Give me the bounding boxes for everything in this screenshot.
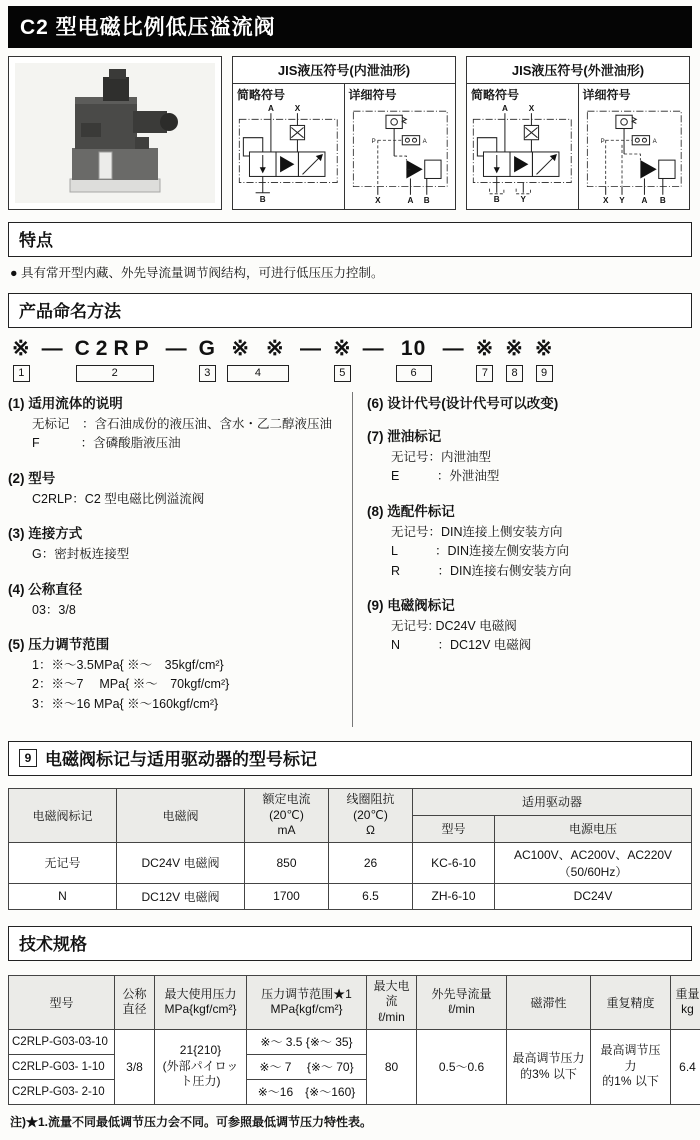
cell-model: C2RLP-G03-03-10 xyxy=(9,1029,115,1054)
code-char: ※ ※ xyxy=(231,338,284,360)
port-label-a: A xyxy=(502,104,508,113)
table-row xyxy=(9,1029,700,1054)
jis-external-title: JIS液压符号(外泄油形) xyxy=(467,57,689,84)
page-title xyxy=(8,6,692,48)
port-label-a: A xyxy=(641,196,647,205)
features-heading-text: 特点 xyxy=(19,226,53,251)
port-label-b: B xyxy=(260,195,266,204)
figures-row xyxy=(8,56,692,210)
simple-symbol-label: 简略符号 xyxy=(467,84,578,103)
spec-header-range: 压力调节范围★1 MPa{kgf/cm²} xyxy=(247,975,367,1029)
jis-internal-panels xyxy=(233,84,455,209)
svg-text:P: P xyxy=(371,138,375,145)
jis-external-detail-diagram xyxy=(579,103,690,205)
naming-descriptions xyxy=(8,392,692,727)
port-label-a: A xyxy=(268,104,274,113)
spec-header-weight: 重量 kg xyxy=(671,975,700,1029)
naming-item-5: (5) 压力调节范围 1：※～3.5MPa{ ※～ 35kgf/cm²} 2：※～7 MPa{ ※～ 70kgf/cm²} 3：※～16 MPa{ ※～160kgf/cm²} xyxy=(8,633,346,714)
cell-mark: 无记号 xyxy=(9,842,117,883)
naming-item-6: (6) 设计代号(设计代号可以改变) xyxy=(367,392,692,412)
jis-internal-simple-panel xyxy=(233,84,344,209)
port-label-a: A xyxy=(407,196,413,205)
jis-internal-detail-diagram xyxy=(345,103,456,205)
cell-mark: N xyxy=(9,883,117,909)
table-row xyxy=(9,842,692,883)
code-box-3: 3 xyxy=(199,365,216,382)
cell-pilot-flow: 0.5～0.6 xyxy=(417,1029,507,1104)
code-char: ※ xyxy=(476,338,495,360)
spec-table xyxy=(8,975,700,1105)
code-box-1: 1 xyxy=(13,365,30,382)
table-row xyxy=(9,883,692,909)
svg-text:A: A xyxy=(422,138,427,145)
code-char: ※ xyxy=(333,338,352,360)
cell-model: C2RLP-G03- 1-10 xyxy=(9,1054,115,1079)
code-dash: — xyxy=(443,338,465,360)
cell-valve: DC12V 电磁阀 xyxy=(117,883,245,909)
port-label-b: B xyxy=(423,196,429,205)
naming-item-1: (1) 适用流体的说明 无标记 ：含石油成份的液压油、含水・乙二醇液压油 F ：含磷酸脂液压油 xyxy=(8,392,346,454)
jis-external-detail-panel xyxy=(578,84,690,209)
col-header-mark: 电磁阀标记 xyxy=(9,789,117,843)
code-box-9: 9 xyxy=(536,365,553,382)
solenoid-driver-table xyxy=(8,788,692,910)
port-label-b: B xyxy=(659,196,665,205)
port-label-x: X xyxy=(529,104,535,113)
code-box-7: 7 xyxy=(476,365,493,382)
code-seg-9 xyxy=(535,338,554,382)
spec-header-pressure: 最大使用压力 MPa{kgf/cm²} xyxy=(155,975,247,1029)
code-dash: — xyxy=(166,338,188,360)
naming-heading xyxy=(8,293,692,328)
page-title-text: C2 型电磁比例低压溢流阀 xyxy=(20,16,276,39)
port-label-b: B xyxy=(494,195,500,204)
code-char: 10 xyxy=(401,338,426,360)
cell-model: C2RLP-G03- 2-10 xyxy=(9,1079,115,1104)
col-header-current: 额定电流 (20℃) mA xyxy=(245,789,329,843)
model-code-diagram xyxy=(8,334,692,382)
cell-current: 850 xyxy=(245,842,329,883)
jis-internal-detail-panel xyxy=(344,84,456,209)
detail-symbol-label: 详细符号 xyxy=(345,84,456,103)
cell-range: ※～ 7 {※～ 70} xyxy=(247,1054,367,1079)
cell-diameter: 3/8 xyxy=(115,1029,155,1104)
naming-right-column xyxy=(352,392,692,727)
cell-impedance: 6.5 xyxy=(329,883,413,909)
spec-header-current: 最大电流 ℓ/min xyxy=(367,975,417,1029)
simple-symbol-label: 简略符号 xyxy=(233,84,344,103)
naming-item-4: (4) 公称直径 03：3/8 xyxy=(8,578,346,620)
features-heading xyxy=(8,222,692,257)
naming-item-2: (2) 型号 C2RLP：C2 型电磁比例溢流阀 xyxy=(8,467,346,509)
heading-number-box: 9 xyxy=(19,749,37,767)
code-char: C2RP xyxy=(75,338,155,360)
port-label-x: X xyxy=(295,104,301,113)
cell-impedance: 26 xyxy=(329,842,413,883)
col-header-impedance: 线圈阻抗 (20℃) Ω xyxy=(329,789,413,843)
jis-symbol-external xyxy=(466,56,690,210)
spec-header-hysteresis: 磁滞性 xyxy=(507,975,591,1029)
naming-item-3: (3) 连接方式 G：密封板连接型 xyxy=(8,522,346,564)
code-char: ※ xyxy=(12,338,31,360)
naming-heading-text: 产品命名方法 xyxy=(19,297,121,322)
code-seg-6 xyxy=(396,338,432,382)
code-seg-8 xyxy=(505,338,524,382)
naming-item-8: (8) 选配件标记 无记号：DIN连接上侧安装方向 L ：DIN连接左侧安装方向 R ：DIN连接右侧安装方向 xyxy=(367,500,692,581)
port-label-x: X xyxy=(602,196,608,205)
cell-driver-voltage: AC100V、AC200V、AC220V（50/60Hz） xyxy=(495,842,692,883)
cell-valve: DC24V 电磁阀 xyxy=(117,842,245,883)
solenoid-table-heading xyxy=(8,741,692,776)
jis-external-simple-diagram xyxy=(467,103,578,205)
cell-repeat: 最高调节压力 的1% 以下 xyxy=(591,1029,671,1104)
spec-heading xyxy=(8,926,692,961)
spec-heading-text: 技术规格 xyxy=(19,930,87,955)
code-seg-1 xyxy=(12,338,31,382)
jis-external-panels xyxy=(467,84,689,209)
col-header-driver-group: 适用驱动器 xyxy=(413,789,692,816)
col-header-driver-model: 型号 xyxy=(413,815,495,842)
jis-internal-simple-diagram xyxy=(233,103,344,205)
cell-hysteresis: 最高调节压力 的3% 以下 xyxy=(507,1029,591,1104)
cell-weight: 6.4 xyxy=(671,1029,700,1104)
port-label-y: Y xyxy=(619,196,625,205)
spec-header-model: 型号 xyxy=(9,975,115,1029)
svg-text:A: A xyxy=(652,138,657,145)
naming-item-9: (9) 电磁阀标记 无记号: DC24V 电磁阀 N ：DC12V 电磁阀 xyxy=(367,594,692,656)
code-seg-5 xyxy=(333,338,352,382)
cell-driver-model: ZH-6-10 xyxy=(413,883,495,909)
cell-range: ※～ 3.5 {※～ 35} xyxy=(247,1029,367,1054)
cell-current: 1700 xyxy=(245,883,329,909)
jis-internal-title: JIS液压符号(内泄油形) xyxy=(233,57,455,84)
naming-left-column xyxy=(8,392,352,727)
col-header-valve: 电磁阀 xyxy=(117,789,245,843)
code-dash: — xyxy=(363,338,385,360)
spec-header-diameter: 公称 直径 xyxy=(115,975,155,1029)
port-label-y: Y xyxy=(521,195,527,204)
code-box-2: 2 xyxy=(76,365,154,382)
code-char: ※ xyxy=(535,338,554,360)
jis-external-simple-panel xyxy=(467,84,578,209)
cell-current: 80 xyxy=(367,1029,417,1104)
code-box-5: 5 xyxy=(334,365,351,382)
cell-driver-voltage: DC24V xyxy=(495,883,692,909)
code-box-8: 8 xyxy=(506,365,523,382)
col-header-driver-voltage: 电源电压 xyxy=(495,815,692,842)
naming-item-7: (7) 泄油标记 无记号：内泄油型 E ：外泄油型 xyxy=(367,425,692,487)
code-dash: — xyxy=(300,338,322,360)
product-photo xyxy=(8,56,222,210)
code-dash: — xyxy=(42,338,64,360)
spec-note: 注)★1.流量不同最低调节压力会不同。可参照最低调节压力特性表。 xyxy=(10,1113,692,1130)
svg-text:P: P xyxy=(600,138,604,145)
code-seg-7 xyxy=(476,338,495,382)
cell-driver-model: KC-6-10 xyxy=(413,842,495,883)
code-seg-2 xyxy=(75,338,155,382)
solenoid-table-heading-text: 电磁阀标记与适用驱动器的型号标记 xyxy=(45,745,317,770)
code-char: ※ xyxy=(505,338,524,360)
spec-header-pilot: 外先导流量 ℓ/min xyxy=(417,975,507,1029)
code-seg-3 xyxy=(199,338,216,382)
detail-symbol-label: 详细符号 xyxy=(579,84,690,103)
code-seg-4 xyxy=(227,338,289,382)
code-box-6: 6 xyxy=(396,365,432,382)
cell-range: ※～16 {※～160} xyxy=(247,1079,367,1104)
port-label-x: X xyxy=(375,196,381,205)
spec-header-repeat: 重复精度 xyxy=(591,975,671,1029)
cell-pressure: 21{210} (外部パイロット圧力) xyxy=(155,1029,247,1104)
features-bullet: ● 具有常开型内藏、外先导流量调节阀结构，可进行低压压力控制。 xyxy=(10,263,690,281)
code-box-4: 4 xyxy=(227,365,289,382)
code-char: G xyxy=(199,338,216,360)
valve-photo-illustration xyxy=(15,63,215,203)
jis-symbol-internal xyxy=(232,56,456,210)
